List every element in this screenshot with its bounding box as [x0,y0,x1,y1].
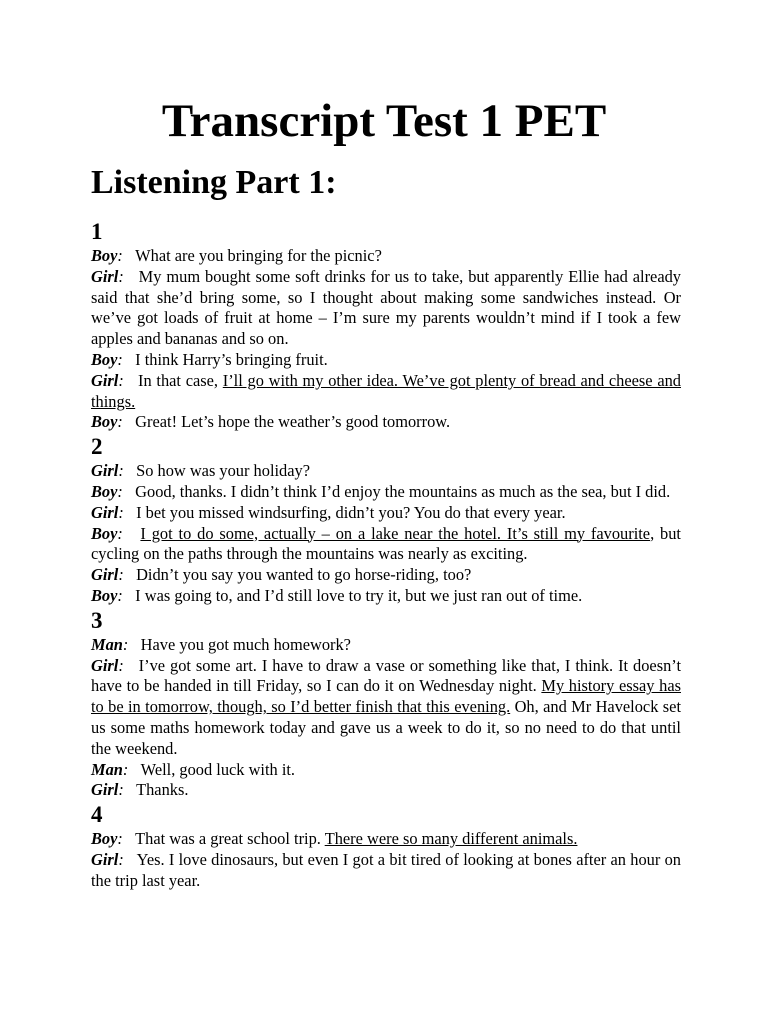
dialogue-text: My mum bought some soft drinks for us to take, but apparently Ellie had already said that she’d bring some, so I thought about making some sandwiches instead. Or we’ve got loads of fruit at home – I’m sure my parents wouldn’t mind if I took a few apples and bananas and so on. [91,266,681,349]
item-number: 3 [91,607,103,633]
dialogue-text: Well, good luck with it. [140,759,296,779]
dialogue-text: I’ve got some art. I have to draw a vase or something like that, I think. It doesn’t have to be handed in till Friday, so I can do it on Wednesday night. [91,655,681,696]
item-number: 4 [91,802,103,828]
dialogue-text: Oh, and Mr Havelock set us some maths homework today and gave us a week to do it, so no need to do that until the weekend. [91,697,681,758]
dialogue-line: Girl: My mum bought some soft drinks for us to take, but apparently Ellie had already said that she’d bring some, so I thought about making some sandwiches instead. Or we’ve got loads of fruit at home – I’m sure my parents wouldn’t mind if I took a few apples and bananas and so on. [91,266,681,349]
dialogue-text: Thanks. [136,780,189,800]
speaker-name: Girl [91,849,119,869]
speaker-name: Girl [91,266,119,286]
dialogue-text: I was going to, and I’d still love to try it, but we just ran out of time. [135,585,583,605]
dialogue-text: What are you bringing for the picnic? [135,246,382,265]
speaker-name: Man [91,634,123,654]
document-title: Transcript Test 1 PET [161,95,607,147]
dialogue-line: Girl: Didn’t you say you wanted to go horse-riding, too? [91,565,472,585]
dialogue-text: Didn’t you say you wanted to go horse-riding, too? [136,565,472,585]
speaker-name: Girl [91,370,119,390]
speaker-name: Boy [91,246,118,265]
speaker-name: Boy [91,349,118,369]
speaker-name: Boy [91,481,118,501]
dialogue-line: Man: Well, good luck with it. [91,759,296,779]
dialogue-line: Boy: Great! Let’s hope the weather’s good tomorrow. [91,412,451,432]
dialogue-text: So how was your holiday? [136,461,310,481]
speaker-name: Boy [91,829,118,849]
answer-underlined-text: I’ll go with my other idea. We’ve got plenty of bread and cheese and things. [91,370,681,411]
speaker-name: Man [91,759,123,779]
dialogue-line: Boy: What are you bringing for the picnic? [91,246,382,265]
dialogue-text: I think Harry’s bringing fruit. [135,349,328,369]
speaker-name: Girl [91,655,119,675]
item-number: 1 [91,219,103,244]
dialogue-line: Boy: I think Harry’s bringing fruit. [91,349,328,369]
dialogue-line: Girl: In that case, I’ll go with my other idea. We’ve got plenty of bread and cheese and things. [91,370,681,411]
transcript-body [91,218,681,892]
answer-underlined-text: I got to do some, actually – on a lake near the hotel. It’s still my favourite [140,523,651,543]
dialogue-text: , but cycling on the paths through the mountains was nearly as exciting. [91,523,681,564]
dialogue-text: Great! Let’s hope the weather’s good tomorrow. [135,412,451,432]
speaker-name: Boy [91,412,118,432]
dialogue-text: Have you got much homework? [140,634,351,654]
speaker-name: Boy [91,585,118,605]
dialogue-line: Man: Have you got much homework? [91,634,351,654]
dialogue-text: Yes. I love dinosaurs, but even I got a bit tired of looking at bones after an hour on the trip last year. [91,849,681,890]
dialogue-line: Girl: I’ve got some art. I have to draw a vase or something like that, I think. It doesn’t have to be handed in till Friday, so I can do it on Wednesday night. My history essay has to be in tomorrow, though, so I’d better finish that this evening. Oh, and Mr Havelock set us some maths homework today and gave us a week to do it, so no need to do that until the weekend. [91,655,681,758]
dialogue-line: Girl: So how was your holiday? [91,461,310,481]
speaker-name: Girl [91,780,119,800]
dialogue-line: Girl: Yes. I love dinosaurs, but even I got a bit tired of looking at bones after an hour on the trip last year. [91,849,681,890]
dialogue-line: Boy: I got to do some, actually – on a lake near the hotel. It’s still my favourite, but cycling on the paths through the mountains was nearly as exciting. [91,523,681,564]
dialogue-text: That was a great school trip. [135,829,325,849]
dialogue-line: Boy: I was going to, and I’d still love to try it, but we just ran out of time. [91,585,583,605]
dialogue-text: I bet you missed windsurfing, didn’t you? You do that every year. [136,502,566,522]
answer-underlined-text: There were so many different animals. [324,829,578,849]
speaker-name: Girl [91,565,119,585]
dialogue-line: Girl: Thanks. [91,780,189,800]
dialogue-line: Girl: I bet you missed windsurfing, didn’t you? You do that every year. [91,502,566,522]
item-number: 2 [91,434,103,460]
dialogue-text: In that case, [138,370,223,390]
speaker-name: Girl [91,461,119,481]
speaker-name: Girl [91,502,119,522]
dialogue-text: Good, thanks. I didn’t think I’d enjoy the mountains as much as the sea, but I did. [135,481,671,501]
dialogue-line: Boy: That was a great school trip. There were so many different animals. [91,829,578,849]
speaker-name: Boy [91,523,118,543]
dialogue-line: Boy: Good, thanks. I didn’t think I’d enjoy the mountains as much as the sea, but I did. [91,481,671,501]
section-heading: Listening Part 1: [91,164,337,201]
answer-underlined-text: My history essay has to be in tomorrow, though, so I’d better finish that this evening. [91,676,681,717]
